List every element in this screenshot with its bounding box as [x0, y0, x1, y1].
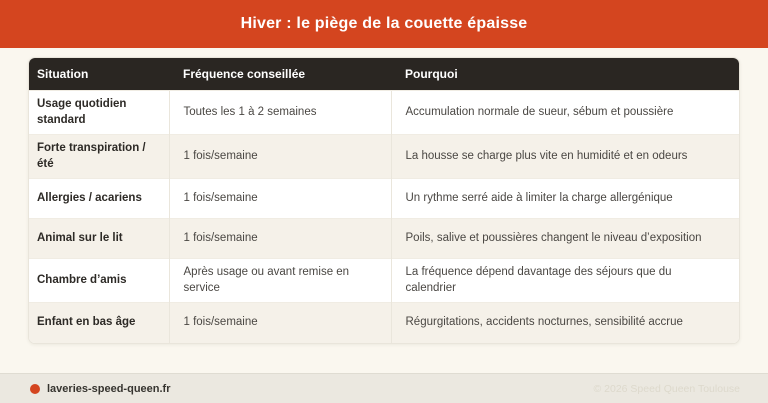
cell-pourquoi: Poils, salive et poussières changent le niveau d’exposition [391, 219, 739, 259]
table-header-row [29, 58, 739, 91]
cell-situation: Enfant en bas âge [29, 303, 169, 343]
footer-copyright: © 2026 Speed Queen Toulouse [593, 382, 740, 395]
cell-pourquoi: La fréquence dépend davantage des séjours que du calendrier [391, 259, 739, 303]
column-header-frequence: Fréquence conseillée [169, 58, 391, 91]
cell-situation: Animal sur le lit [29, 219, 169, 259]
cell-frequence: 1 fois/semaine [169, 303, 391, 343]
cell-frequence: Après usage ou avant remise en service [169, 259, 391, 303]
cell-situation: Allergies / acariens [29, 179, 169, 219]
frequency-table [29, 58, 739, 343]
column-header-situation: Situation [29, 58, 169, 91]
cell-frequence: 1 fois/semaine [169, 219, 391, 259]
frequency-table-card [28, 57, 740, 344]
brand-dot-icon [30, 384, 40, 394]
cell-situation: Usage quotidien standard [29, 91, 169, 135]
footer-domain: laveries-speed-queen.fr [47, 382, 171, 395]
table-row [29, 91, 739, 135]
cell-situation: Chambre d’amis [29, 259, 169, 303]
footer-bar [0, 373, 768, 403]
cell-pourquoi: Régurgitations, accidents nocturnes, sensibilité accrue [391, 303, 739, 343]
cell-frequence: 1 fois/semaine [169, 135, 391, 179]
table-row [29, 135, 739, 179]
cell-pourquoi: Un rythme serré aide à limiter la charge allergénique [391, 179, 739, 219]
cell-frequence: Toutes les 1 à 2 semaines [169, 91, 391, 135]
cell-pourquoi: La housse se charge plus vite en humidité et en odeurs [391, 135, 739, 179]
cell-pourquoi: Accumulation normale de sueur, sébum et poussière [391, 91, 739, 135]
table-row [29, 259, 739, 303]
title-banner [0, 0, 768, 48]
column-header-pourquoi: Pourquoi [391, 58, 739, 91]
cell-frequence: 1 fois/semaine [169, 179, 391, 219]
table-row [29, 303, 739, 343]
table-row [29, 179, 739, 219]
cell-situation: Forte transpiration / été [29, 135, 169, 179]
table-row [29, 219, 739, 259]
page-title: Hiver : le piège de la couette épaisse [240, 15, 528, 32]
